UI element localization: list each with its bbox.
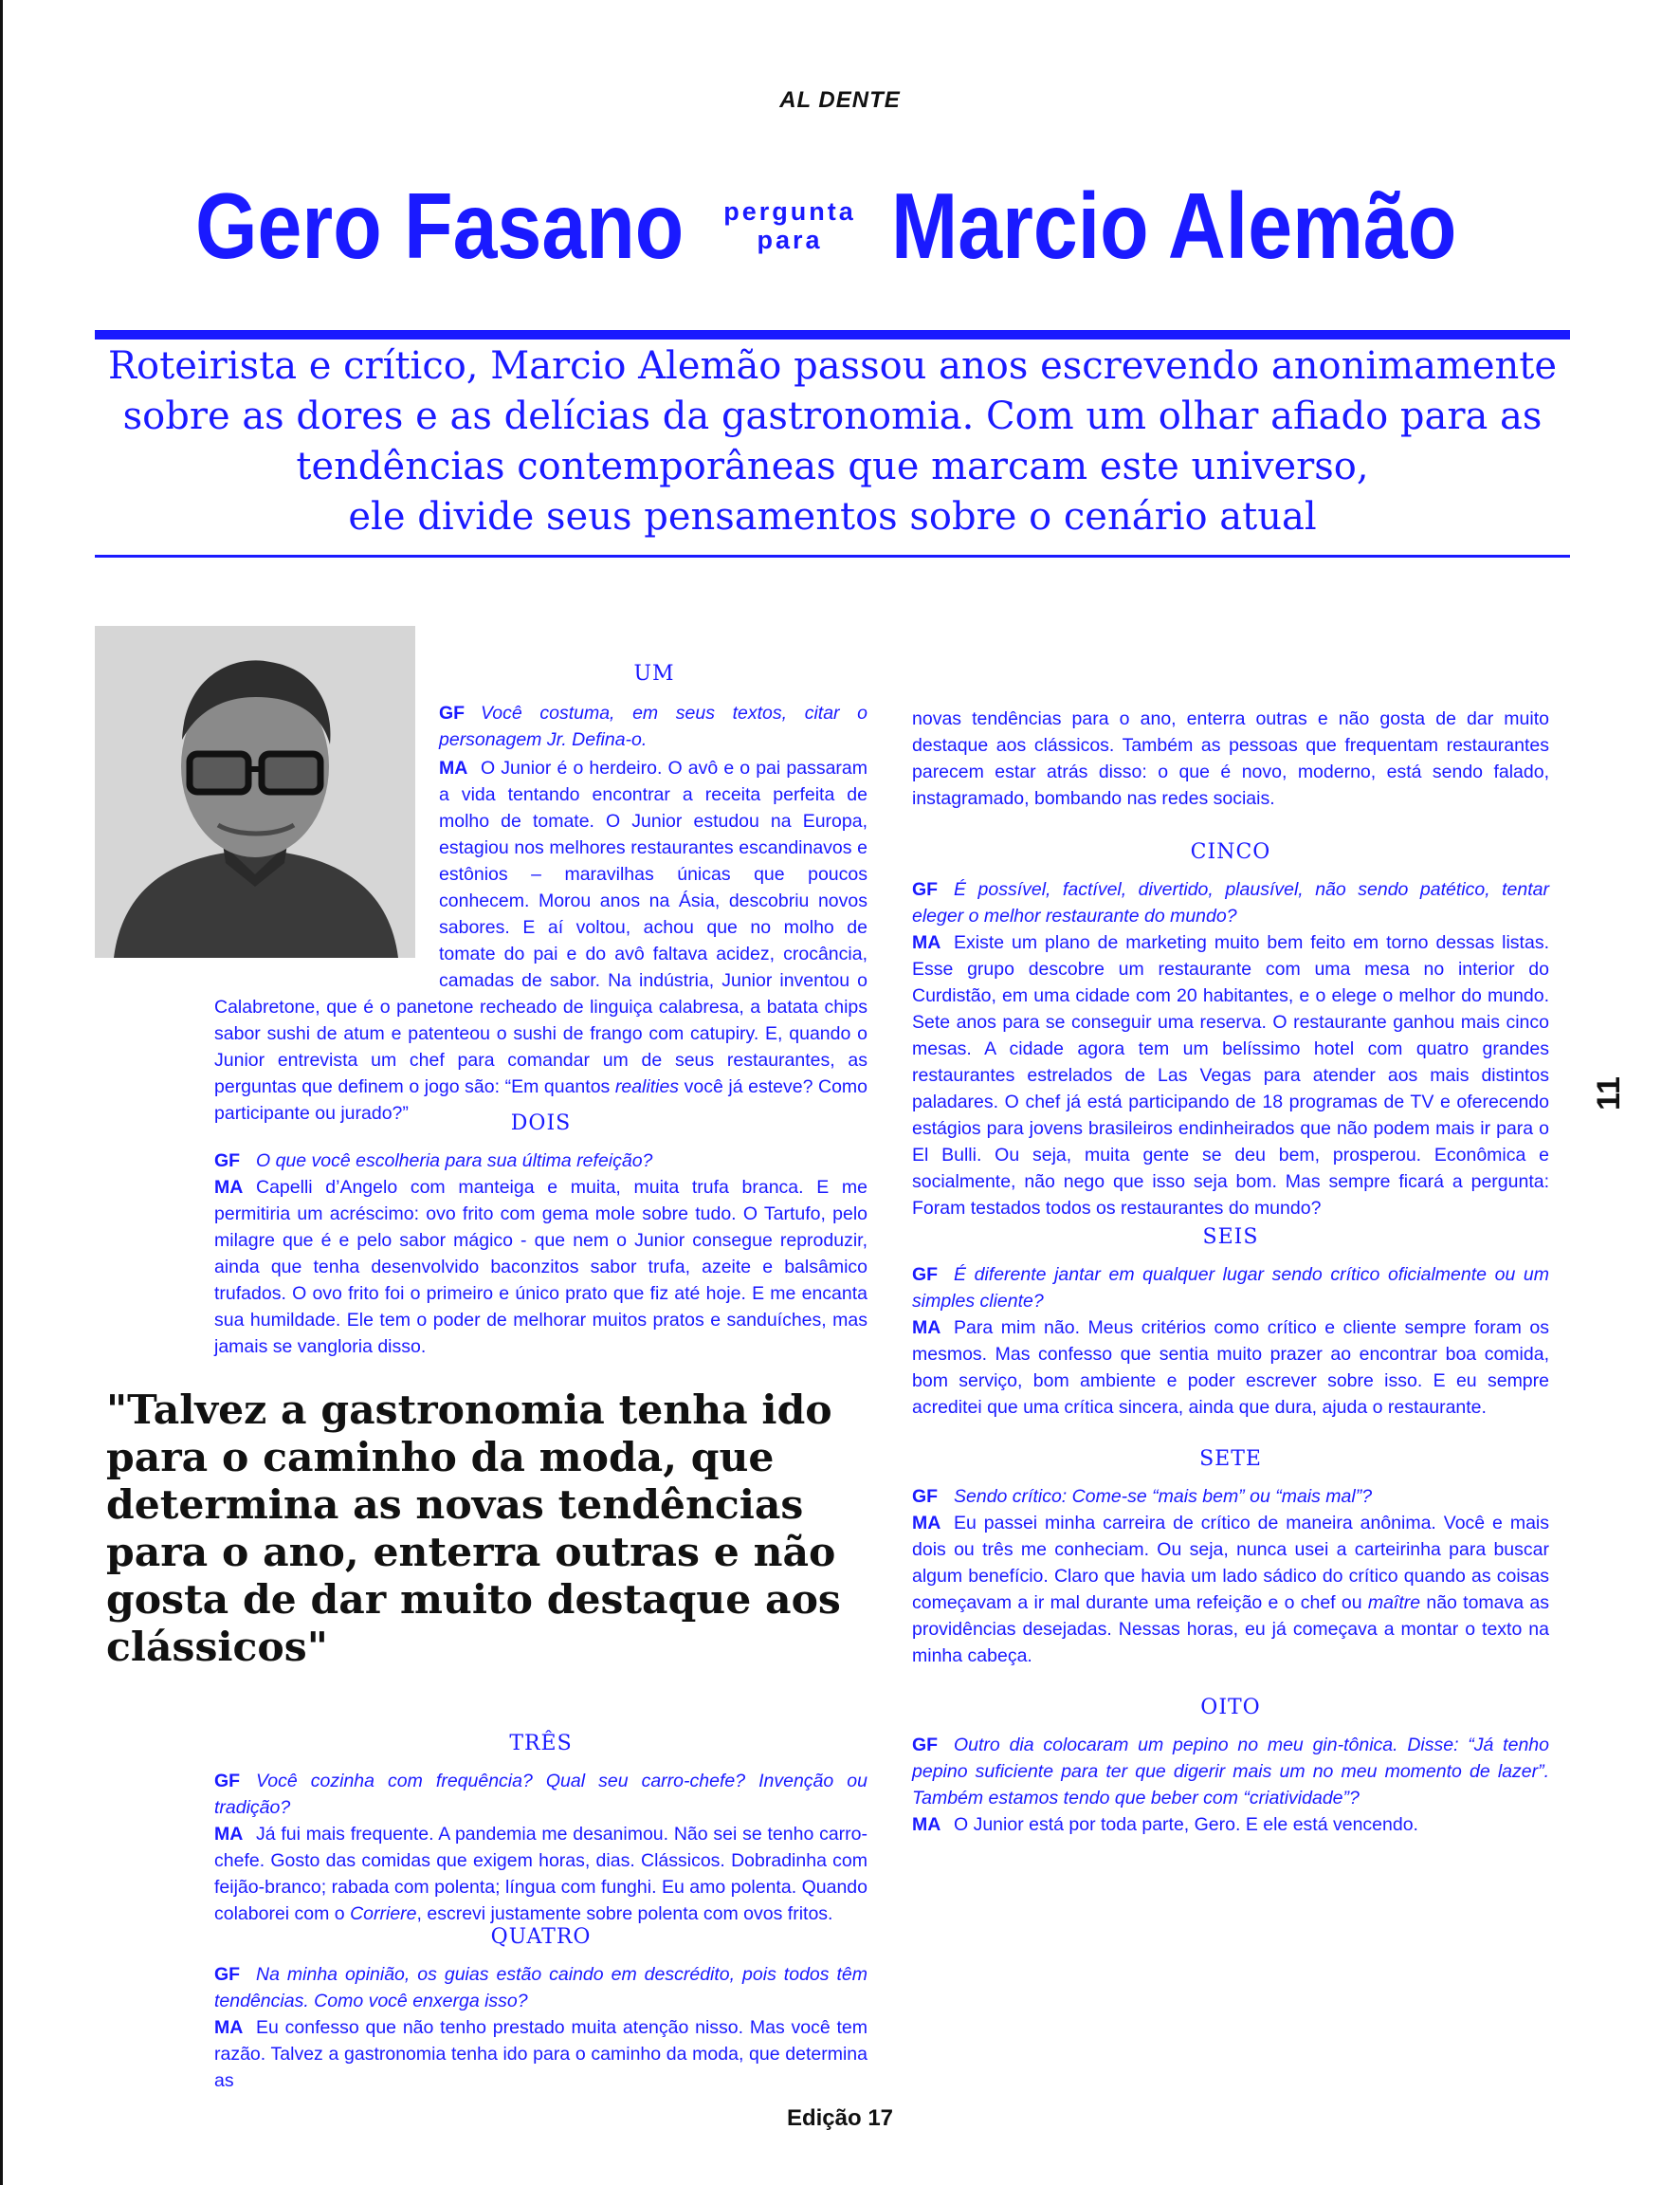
pull-quote: "Talvez a gastronomia tenha ido para o caminho da moda, que determina as novas tendências para o ano, enterra outras e não gosta de dar muito destaque aos clássicos" <box>106 1386 841 1671</box>
question-text: Na minha opinião, os guias estão caindo em descrédito, pois todos têm tendências. Como você enxerga isso? <box>214 1964 867 2011</box>
connector-line-2: para <box>757 226 823 254</box>
qa-oito <box>912 1732 1549 1838</box>
gf-label: GF <box>214 1150 241 1171</box>
headline-connector <box>719 197 861 254</box>
ma-label: MA <box>214 1177 244 1198</box>
photo-wrap-spacer <box>214 755 439 992</box>
ma-label: MA <box>439 758 468 779</box>
qa-sete <box>912 1483 1549 1669</box>
answer-italic: realities <box>614 1076 680 1097</box>
answer-text: Para mim não. Meus critérios como crítico e cliente sempre foram os mesmos. Mas confesso que sentia muito prazer ao encontrar boa comida, bom serviço, bom ambiente e poder escrever sobre isso. E eu sempre acreditei que uma crítica sincera, ainda que dura, ajuda o restaurante. <box>912 1317 1549 1418</box>
section-heading-oito: OITO <box>1200 1696 1261 1719</box>
qa-dois <box>214 1148 867 1360</box>
section-heading-quatro: QUATRO <box>490 1925 592 1949</box>
section-label: AL DENTE <box>779 87 901 113</box>
question-um <box>439 700 867 753</box>
gf-label: GF <box>439 703 466 724</box>
section-heading-seis: SEIS <box>1202 1225 1259 1249</box>
intro-rule-thin <box>95 555 1570 558</box>
gf-label: GF <box>912 879 939 900</box>
gf-label: GF <box>214 1771 241 1791</box>
ma-label: MA <box>912 932 941 953</box>
question-cinco <box>912 876 1549 929</box>
answer-dois <box>214 1174 867 1360</box>
headline-rule-thick <box>95 330 1570 340</box>
section-heading-sete: SETE <box>1199 1447 1262 1471</box>
answer-text: Já fui mais frequente. A pandemia me desanimou. Não sei se tenho carro-chefe. Gosto das comidas que exigem horas, dias. Clássicos. Dobradinha com feijão-branco; rabada com polenta; língua com funghi. Eu amo polenta. Quando colaborei com o <box>214 1824 867 1924</box>
answer-oito <box>912 1811 1549 1838</box>
connector-line-1: pergunta <box>723 197 856 226</box>
section-heading-dois: DOIS <box>510 1111 572 1135</box>
ma-label: MA <box>214 1824 244 1845</box>
section-heading-um: UM <box>633 662 675 686</box>
answer-text: Eu confesso que não tenho prestado muita atenção nisso. Mas você tem razão. Talvez a gastronomia tenha ido para o caminho da moda, que determina as <box>214 2017 867 2091</box>
question-sete <box>912 1483 1549 1510</box>
interviewee-name: Marcio Alemão <box>891 174 1457 278</box>
ma-label: MA <box>912 1513 941 1533</box>
page-number: 11 <box>1591 1076 1627 1111</box>
section-heading-cinco: CINCO <box>1190 840 1271 864</box>
question-text: É possível, factível, divertido, plausível, não sendo patético, tentar eleger o melhor restaurante do mundo? <box>912 879 1549 927</box>
left-edge-rule <box>0 0 3 2185</box>
intro-line: tendências contemporâneas que marcam este universo, <box>296 445 1369 488</box>
intro-line: Roteirista e crítico, Marcio Alemão passou anos escrevendo anonimamente <box>107 344 1558 388</box>
qa-seis <box>912 1261 1549 1421</box>
answer-text: O Junior está por toda parte, Gero. E ele está vencendo. <box>954 1814 1418 1835</box>
answer-quatro-continued <box>912 706 1549 812</box>
answer-sete <box>912 1510 1549 1669</box>
question-text: O que você escolheria para sua última refeição? <box>256 1150 653 1171</box>
answer-italic: Corriere <box>350 1903 417 1924</box>
answer-quatro <box>214 2014 867 2094</box>
question-tres <box>214 1768 867 1821</box>
answer-text-end: , escrevi justamente sobre polenta com ovos fritos. <box>416 1903 833 1924</box>
headline <box>0 169 1680 283</box>
intro-line: ele divide seus pensamentos sobre o cenário atual <box>348 495 1317 539</box>
ma-label: MA <box>214 2017 244 2038</box>
intro-deck <box>95 341 1570 542</box>
question-text: Você costuma, em seus textos, citar o personagem Jr. Defina-o. <box>439 703 867 750</box>
section-heading-tres: TRÊS <box>509 1732 573 1755</box>
gf-label: GF <box>214 1964 241 1985</box>
answer-quatro-cont-text: novas tendências para o ano, enterra outras e não gosta de dar muito destaque aos clássicos. Também as pessoas que frequentam restaurantes parecem estar atrás disso: o que é novo, moderno, está sendo falado, instagramado, bombando nas redes sociais. <box>912 708 1549 809</box>
gf-label: GF <box>912 1735 939 1755</box>
answer-cinco <box>912 929 1549 1221</box>
answer-text: O Junior é o herdeiro. O avô e o pai passaram a vida tentando encontrar a receita perfeita de molho de tomate. O Junior estudou na Europa, estagiou nos melhores restaurantes escandinavos e estônios – maravilhas únicas que poucos conhecem. Morou anos na Ásia, descobriu novos sabores. E aí voltou, achou que no molho de tomate do pai e do avô faltava acidez, crocância, camadas de sabor. Na indústria, Junior inventou o Calabretone, que é o panetone recheado de linguiça calabresa, a batata chips sabor sushi de atum e patenteou o sushi de frango com catupiry. E, quando o Junior entrevista um chef para comandar um de seus restaurantes, as perguntas que definem o jogo são: “Em quantos <box>214 758 867 1097</box>
gf-label: GF <box>912 1486 939 1507</box>
question-quatro <box>214 1961 867 2014</box>
question-text: Sendo crítico: Come-se “mais bem” ou “mais mal”? <box>954 1486 1373 1507</box>
answer-block-um-top <box>439 700 867 753</box>
edition-footer: Edição 17 <box>786 2105 894 2131</box>
ma-label: MA <box>912 1814 941 1835</box>
interviewer-name: Gero Fasano <box>195 174 685 278</box>
answer-seis <box>912 1314 1549 1421</box>
qa-tres <box>214 1768 867 1927</box>
answer-italic: maître <box>1367 1592 1421 1613</box>
qa-quatro <box>214 1961 867 2094</box>
question-dois <box>214 1148 867 1174</box>
answer-text: Capelli d’Angelo com manteiga e muita, muita trufa branca. E me permitiria um acréscimo: ovo frito com gema mole sobre tudo. O Tartufo, pelo milagre que é e pelo sabor mágico - que nem o Junior consegue reproduzir, ainda que tenha desenvolvido baconzitos sabor trufa, azeite e balsâmico trufados. O ovo frito foi o primeiro e único prato que fiz até hoje. E me encanta sua humildade. Ele tem o poder de melhorar muitos pratos e sanduíches, mas jamais se vangloria disso. <box>214 1177 867 1357</box>
qa-cinco <box>912 876 1549 1221</box>
answer-tres <box>214 1821 867 1927</box>
question-oito <box>912 1732 1549 1811</box>
intro-line: sobre as dores e as delícias da gastronomia. Com um olhar afiado para as <box>122 395 1543 438</box>
answer-um <box>214 755 867 1127</box>
answer-text: Existe um plano de marketing muito bem feito em torno dessas listas. Esse grupo descobre um restaurante com uma mesa no interior do Curdistão, em uma cidade com 20 habitantes, e o elege o melhor do mundo. Sete anos para se conseguir uma reserva. O restaurante ganhou mais cinco mesas. A cidade agora tem um belíssimo hotel com quatro grandes restaurantes estrelados de Las Vegas para atender aos mais distintos paladares. O chef já está participando de 18 programas de TV e oferecendo estágios para jovens brasileiros endinheirados que não podem mais ir para o El Bulli. Ou seja, muita gente se deu bem, prosperou. Econômica e socialmente, não nego que isso seja bom. Mas sempre ficará a pergunta: Foram testados todos os restaurantes do mundo? <box>912 932 1549 1219</box>
answer-text: Eu passei minha carreira de crítico de maneira anônima. Você e mais dois ou três me conheciam. Ou seja, nunca usei a carteirinha para buscar algum benefício. Claro que havia um lado sádico do crítico quando as coisas começavam a ir mal durante uma refeição e o chef ou <box>912 1513 1549 1613</box>
question-text: Outro dia colocaram um pepino no meu gin-tônica. Disse: “Já tenho pepino suficiente para ter que digerir mais um no meu momento de lazer”. Também estamos tendo que beber com “criatividade”? <box>912 1735 1549 1809</box>
question-seis <box>912 1261 1549 1314</box>
question-text: Você cozinha com frequência? Qual seu carro-chefe? Invenção ou tradição? <box>214 1771 867 1818</box>
answer-text-end: você já esteve? Como participante ou jurado?” <box>214 1076 867 1124</box>
question-text: É diferente jantar em qualquer lugar sendo crítico oficialmente ou um simples cliente? <box>912 1264 1549 1312</box>
ma-label: MA <box>912 1317 941 1338</box>
answer-text-end: não tomava as providências desejadas. Nessas horas, eu já começava a montar o texto na minha cabeça. <box>912 1592 1549 1666</box>
gf-label: GF <box>912 1264 939 1285</box>
